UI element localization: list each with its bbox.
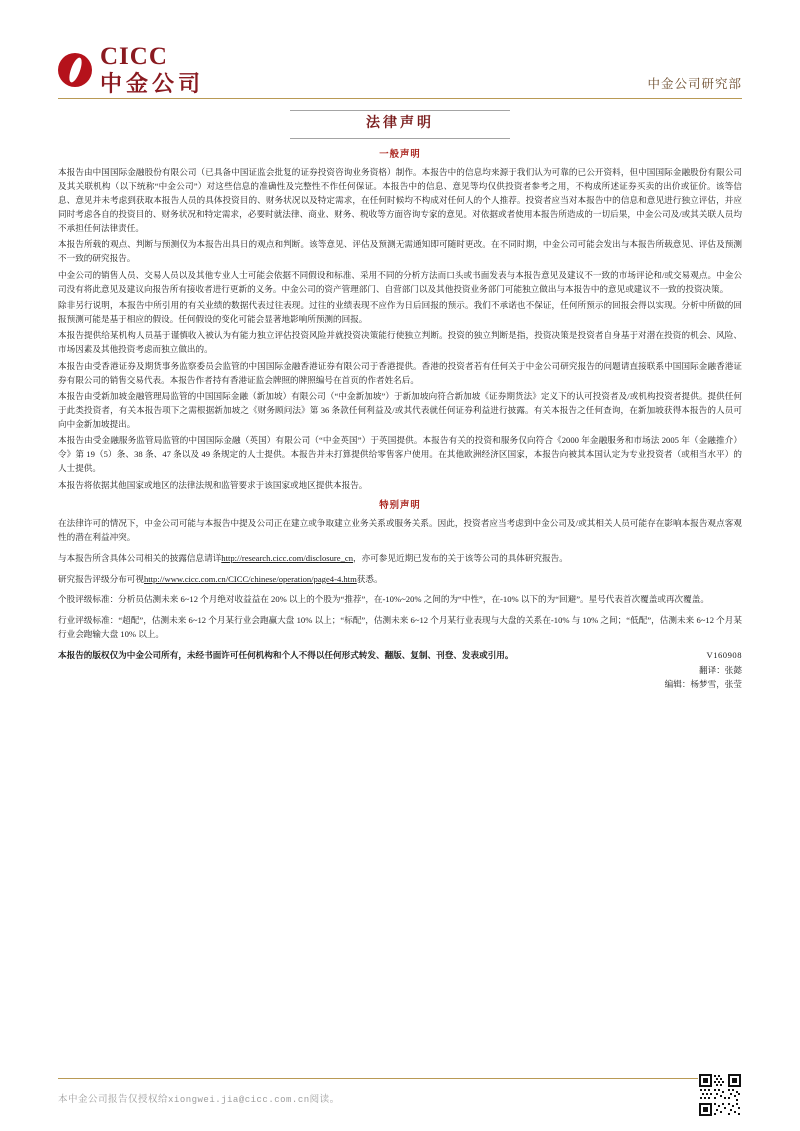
section-heading-general: 一般声明 — [379, 150, 421, 160]
cicc-logo-text — [100, 44, 204, 95]
paragraph: 在法律许可的情况下，中金公司可能与本报告中提及公司正在建立或争取建立业务关系或服务关系。因此，投资者应当考虑到中金公司及/或其相关人员可能存在影响本报告观点客观性的潜在利益冲突。 — [58, 517, 742, 542]
header-divider — [58, 98, 742, 99]
paragraph: 除非另行说明，本报告中所引用的有关业绩的数据代表过往表现。过往的业绩表现不应作为日后回报的预示。我们不承诺也不保证，任何所预示的回报会得以实现。分析中所做的回报预测可能是基于相应的假设。任何假设的变化可能会显著地影响所预测的回报。 — [58, 300, 742, 324]
stock-rating-standard: 个股评级标准：分析员估测未来 6~12 个月绝对收益益在 20% 以上的个股为“推荐”，在-10%~20% 之间的为“中性”，在-10% 以下的为“回避”。星号代表首次覆盖或再次覆盖。 — [58, 594, 709, 605]
ratings-suffix: 获悉。 — [356, 573, 383, 584]
version-credits — [665, 648, 742, 692]
version-id: V160908 — [706, 650, 742, 660]
paragraph: 本报告由中国国际金融股份有限公司（已具备中国证监会批复的证券投资咨询业务资格）制作。本报告中的信息均来源于我们认为可靠的已公开资料，但中国国际金融股份有限公司及其关联机构（以下统称“中金公司”）对这些信息的准确性及完整性不作任何保证。本报告中的信息、意见等均仅供投资者参考之用，不构成所述证券买卖的出价或征价。该等信息、意见并未考虑到获取本报告人员的具体投资目的、财务状况以及特定需求，在任何时候均不构成对任何人的个人推荐。投资者应当对本报告中的信息和意见进行独立评估，并应同时考虑各自的投资目的、财务状况和特定需求，必要时就法律、商业、财务、税收等方面咨询专家的意见。对依据或者使用本报告所造成的一切后果，中金公司及/或其关联人员均不承担任何法律责任。 — [58, 167, 742, 233]
qr-code-icon — [698, 1073, 742, 1117]
disclosure-line-2 — [58, 573, 742, 587]
paragraph: 中金公司的销售人员、交易人员以及其他专业人士可能会依据不同假设和标准、采用不同的分析方法而口头或书面发表与本报告意见及建议不一致的市场评论和/或交易观点。中金公司没有将此意见及建议向报告所有接收者进行更新的义务。中金公司的资产管理部门、自营部门以及其他投资业务部门可能独立做出与本报告中的意见或建议不一致的投资决策。 — [58, 269, 742, 294]
document-body — [58, 146, 742, 666]
page-title: 法律声明 — [366, 116, 434, 131]
title-rule-top — [290, 110, 510, 111]
industry-rating-standard: 行业评级标准：“超配”，估测未来 6~12 个月某行业会跑赢大盘 10% 以上；“标配”，估测未来 6~12 个月某行业表现与大盘的关系在-10% 与 10% 之间；“低配”，估测未来 6~12 个月某行业会跑输大盘 10% 以上。 — [58, 615, 742, 640]
footer-suffix: 阅读。 — [309, 1095, 340, 1105]
footer-divider — [58, 1078, 742, 1079]
translator-name: 张懿 — [724, 664, 742, 675]
cicc-logo — [58, 44, 204, 95]
editor-name: 杨梦雪，张莹 — [690, 679, 742, 690]
translator-label: 翻译： — [699, 664, 725, 675]
ratings-prefix: 研究报告评级分布可视 — [58, 573, 144, 584]
disclosure-suffix: ，亦可参见近期已发布的关于该等公司的具体研究报告。 — [353, 552, 568, 563]
editor-line — [665, 677, 742, 692]
paragraph: 本报告将依据其他国家或地区的法律法规和监管要求于该国家或地区提供本报告。 — [58, 479, 368, 490]
footer-authorization-note — [58, 1091, 340, 1105]
footer-email: xiongwei.jia@cicc.com.cn — [168, 1095, 310, 1105]
translator-line — [665, 663, 742, 678]
paragraph: 本报告由受香港证券及期货事务监察委员会监管的中国国际金融香港证券有限公司于香港提供。香港的投资者若有任何关于中金公司研究报告的问题请直接联系中国国际金融香港证券有限公司的销售交易代表。本报告作者持有香港证监会牌照的牌照编号在首页的作者姓名后。 — [58, 360, 742, 385]
footer-prefix: 本中金公司报告仅授权给 — [58, 1095, 169, 1105]
paragraph: 本报告所载的观点、判断与预测仅为本报告出具日的观点和判断。该等意见、评估及预测无需通知即可随时更改。在不同时期，中金公司可能会发出与本报告所载意见、评估及预测不一致的研究报告。 — [58, 239, 742, 264]
logo-english: CICC — [100, 43, 168, 70]
disclosure-link[interactable]: http://research.cicc.com/disclosure_cn — [221, 552, 354, 563]
page-header — [0, 0, 800, 108]
department-label: 中金公司研究部 — [647, 77, 742, 91]
cicc-logo-icon — [58, 53, 92, 87]
paragraph: 本报告由受金融服务监管局监管的中国国际金融（英国）有限公司（“中金英国”）于英国提供。本报告有关的投资和服务仅向符合《2000 年金融服务和市场法 2005 年（金融推介）令》第 19（5）条、38 条、47 条以及 49 条规定的人士提供。本报告并未打算提供给零售客户使用。在其他欧洲经济区国家，本报告向被其本国认定为专业投资者（或相当水平）的人士提供。 — [58, 435, 742, 474]
copyright-statement: 本报告的版权仅为中金公司所有，未经书面许可任何机构和个人不得以任何形式转发、翻版、复制、刊登、发表或引用。 — [58, 650, 514, 661]
logo-chinese: 中金公司 — [100, 71, 205, 96]
paragraph: 本报告提供给某机构人员基于谨慎收入被认为有能力独立评估投资风险并就投资决策能行使独立判断。投资的独立判断是指，投资决策是投资者自身基于对潜在投资的机会、风险、市场因素及其他投资考虑而独立做出的。 — [58, 330, 742, 355]
title-rule-bottom — [290, 138, 510, 139]
ratings-link[interactable]: http://www.cicc.com.cn/CICC/chinese/operation/page4-4.htm — [143, 573, 357, 584]
disclosure-line-1 — [58, 552, 742, 566]
paragraph: 本报告由受新加坡金融管理局监管的中国国际金融（新加坡）有限公司（“中金新加坡”）于新加坡向符合新加坡《证券期货法》定义下的认可投资者及/或机构投资者提供。提供任何于此类投资者，有关本报告项下之需根据新加坡之《财务顾问法》第 36 条款任何利益及/或其代表就任何证券利益进行披露。有关本报告之任何查询，在新加坡获得本报告的人员可向中金新加坡提出。 — [58, 391, 742, 429]
disclosure-prefix: 与本报告所含具体公司相关的披露信息请详 — [58, 552, 222, 563]
editor-label: 编辑： — [664, 679, 691, 690]
section-heading-special: 特别声明 — [379, 500, 421, 511]
